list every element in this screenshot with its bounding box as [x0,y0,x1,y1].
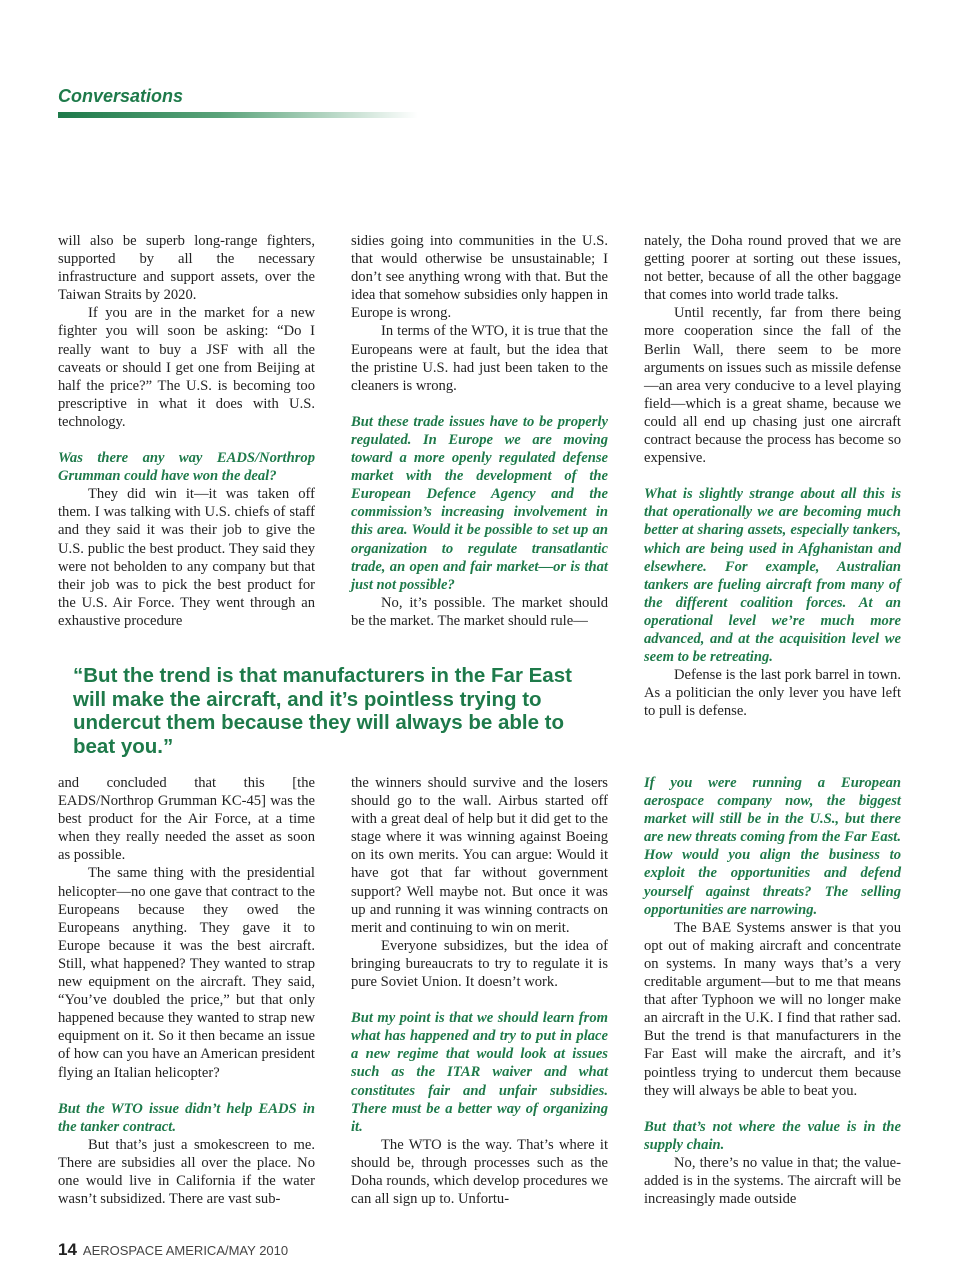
answer-paragraph: Everyone subsidizes, but the idea of bringing bureaucrats to try to regulate it is pure Soviet Union. It doesn’t work. [351,937,608,991]
answer-paragraph: nately, the Doha round proved that we are getting poorer at sorting out these issues, not better, because of all the other baggage that comes into world trade talks. [644,233,901,304]
text-column-3 [644,232,901,720]
answer-paragraph: In terms of the WTO, it is true that the Europeans were at fault, but the idea that the pristine U.S. had just been taken to the cleaners is wrong. [351,323,608,394]
publication-line: AEROSPACE AMERICA/MAY 2010 [82,1243,289,1258]
text-column-1 [58,232,315,630]
interview-question: But these trade issues have to be properly regulated. In Europe we are moving toward a more openly regulated defense market with the development of the European Defence Agency and the commission’s increasing involvement in this area. Would it be possible to set up an organization to regulate transatlantic trade, an open and fair market—or is that just not possible? [351,413,608,593]
pull-quote: “But the trend is that manufacturers in the Far East will make the aircraft, and it’s pointless trying to undercut them because they will always be able to beat you.” [73,664,572,758]
page-footer [58,1240,288,1260]
answer-paragraph: No, it’s possible. The market should be the market. The market should rule— [351,594,608,629]
section-rule [58,112,418,118]
answer-paragraph: will also be superb long-range fighters, supported by all the necessary infrastructure and support assets, over the Taiwan Straits by 2020. [58,233,315,304]
answer-paragraph: But that’s just a smokescreen to me. There are subsidies all over the place. No one would live in California if the water wasn’t subsidized. There are vast sub- [58,1136,315,1208]
answer-paragraph: Defense is the last pork barrel in town. As a politician the only lever you have left to pull is defense. [644,667,901,720]
answer-paragraph: No, there’s no value in that; the value-added is in the systems. The aircraft will be increasingly made outside [644,1154,901,1208]
interview-question: But the WTO issue didn’t help EADS in the tanker contract. [58,1100,315,1135]
answer-paragraph: If you are in the market for a new fighter you will soon be asking: “Do I really want to buy a JSF with all the caveats or should I get one from Beijing at half the price?” The U.S. is becoming too prescriptive in what it does with U.S. technology. [58,305,315,430]
interview-question: What is slightly strange about all this is that operationally we are becoming much better at sharing assets, especially tankers, which are being used in Afghanistan and elsewhere. For example, Australian tankers are fueling aircraft from many of the different coalition forces. At an operational level we’re much more advanced, and at the acquisition level we seem to be retreating. [644,486,901,666]
interview-question: If you were running a European aerospace company now, the biggest market will still be in the U.S., but there are new threats coming from the Far East. How would you align the business to exploit the opportunities and defend yourself against threats? The selling opportunities are narrowing. [644,775,901,918]
answer-paragraph: They did win it—it was taken off them. I was talking with U.S. chiefs of staff and they said it was their job to give the U.S. public the best product. They said they were not beholden to any company but that their job was to pick the best product for the U.S. Air Force. They went through an exhaustive procedure [58,486,315,629]
interview-question: Was there any way EADS/Northrop Grumman could have won the deal? [58,450,315,485]
text-column-5 [351,774,608,1208]
answer-paragraph: and concluded that this [the EADS/Northrop Grumman KC-45] was the best product for the Air Force, at a time when they really needed the asset as soon as possible. [58,775,315,864]
text-column-4 [58,774,315,1208]
text-column-6 [644,774,901,1208]
answer-paragraph: Until recently, far from there being more cooperation since the fall of the Berlin Wall, there seem to be more arguments on issues such as missile defense—an area very conducive to a level playing field—which is a great shame, because we could all end up chasing just one aircraft contract because the process has become so expensive. [644,305,901,467]
answer-paragraph: sidies going into communities in the U.S. that would otherwise be unsustainable; I don’t see anything wrong with that. But the idea that somehow subsidies only happen in Europe is wrong. [351,233,608,322]
answer-paragraph: the winners should survive and the losers should go to the wall. Airbus started off with a great deal of help but it did get to the stage where it was winning against Boeing on its own merits. You can argue: Would it have got that far without government support? Well maybe not. But once it was up and running it was winning contracts on merit and continuing to win on merit. [351,775,608,936]
answer-paragraph: The BAE Systems answer is that you opt out of making aircraft and concentrate on systems. In many ways that’s a very creditable argument—but to me that means that after Typhoon we will no longer make an aircraft in the U.K. I find that rather sad. But the trend is that manufacturers in the Far East will make the aircraft, and it’s pointless trying to undercut them because they will always be able to beat you. [644,919,901,1099]
section-label: Conversations [58,86,184,106]
interview-question: But my point is that we should learn from what has happened and try to put in place a new regime that would look at issues such as the ITAR waiver and what constitutes fair and unfair subsidies. There must be a better way of organizing it. [351,1010,608,1135]
text-column-2 [351,232,608,630]
answer-paragraph: The same thing with the presidential helicopter—no one gave that contract to the Europeans because they owed the Europeans anything. They gave it to Europe because it was the best aircraft. Still, what happened? They wanted to strap new equipment on the aircraft. They said, “You’ve doubled the price,” but that only happened because they wanted to strap new equipment on it. So it then became an issue of how can you have an American president flying an Italian helicopter? [58,865,315,1081]
answer-paragraph: The WTO is the way. That’s where it should be, through processes such as the Doha rounds, which develop procedures we can all sign up to. Unfortu- [351,1136,608,1208]
interview-question: But that’s not where the value is in the supply chain. [644,1118,901,1153]
page-number: 14 [58,1240,77,1259]
